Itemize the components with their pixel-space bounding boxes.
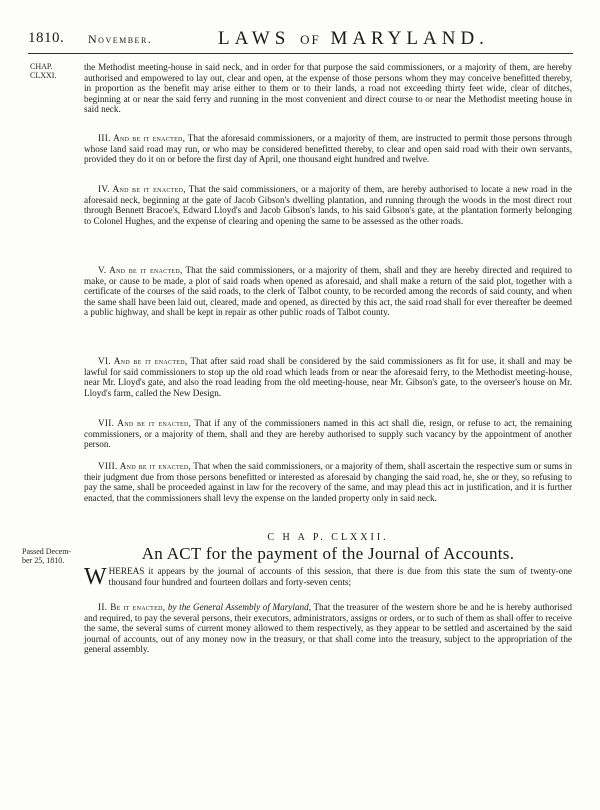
- chapter-heading: C H A P. CLXXII.: [267, 532, 389, 543]
- section-ii: [84, 602, 572, 655]
- header-title-laws: LAWS: [218, 28, 291, 49]
- header-title-maryland: MARYLAND.: [330, 28, 489, 49]
- section-v-text: That the said commissioners, or a majority of them, shall and they are hereby directed and required to make, or cause to be made, a plot of said roads when opened as aforesaid, and shall make a return of the said plot, together with a certificate of the courses of the said roads, to the clerk of Talbot county, to be recorded among the records of said county, and when the same shall have been laid out, cleared, made and opened, as directed by this act, the said road shall for ever thereafter be deemed a public highway, and shall be kept in repair as other public roads of Talbot county.: [84, 265, 573, 318]
- margin-chap-label: CHAP.: [30, 62, 53, 71]
- dropcap-letter: W: [84, 564, 107, 590]
- page-header: [28, 30, 573, 50]
- margin-chap-number: CLXXI.: [30, 71, 57, 80]
- header-rule: [28, 53, 573, 54]
- section-vi-lead: VI. And be it enacted,: [98, 356, 188, 366]
- header-month: November.: [88, 32, 153, 46]
- header-title-of: OF: [300, 32, 321, 47]
- section-v: [84, 265, 572, 318]
- passed-date-line2: ber 25, 1810.: [22, 556, 65, 565]
- header-year: 1810.: [28, 30, 65, 46]
- section-ii-text: That the treasurer of the western shore be and he is hereby authorised and required, to pay the several persons, their executors, administrators, assigns or orders, or to such of them as shall offer to receive the same, the several sums of current money allowed to them respectively, as they appear to be settled and ascertained by the said journal of accounts, out of any money now in the treasury, or that shall come into the treasury, subject to the appropriation of the general assembly.: [84, 602, 572, 655]
- section-vii-lead: VII. And be it enacted,: [98, 418, 192, 428]
- section-v-lead: V. And be it enacted,: [98, 265, 183, 275]
- section-iv: [84, 184, 572, 226]
- margin-note-passed: [22, 547, 80, 565]
- section-viii-text: That when the said commissioners, or a majority of them, shall ascertain the respective sum or sums in their judgment due from those persons benefitted or interested as aforesaid by changing the said road, he, she or they, so refusing to pay the same, shall be proceeded against in law for the recovery of the same, and may plead this act in justification, and it is further enacted, that the commissioners shall levy the expense on the landed property only in said neck.: [84, 461, 572, 503]
- preamble-text: HEREAS it appears by the journal of accounts of this session, that there is due from this state the sum of twenty-one thousand four hundred and fourteen dollars and forty-seven cents;: [108, 566, 572, 587]
- margin-note-chapter: [30, 62, 70, 80]
- section-ii-lead: II. Be it enacted,: [98, 602, 166, 612]
- section-iii-lead: III. And be it enacted,: [98, 133, 186, 143]
- preamble: [84, 564, 572, 590]
- section-vi: [84, 356, 572, 398]
- section-iv-text: That the said commissioners, or a majority of them, are hereby authorised to locate a new road in the aforesaid neck, beginning at the gate of Jacob Gibson's dwelling plantation, and running through the woods in the most direct rout through Bennett Bracoe's, Edward Lloyd's and Jacob Gibson's lands, to his said Gibson's gate, at the plantation formerly belonging to Colonel Hughes, and the expense of clearing and opening the same to be assessed as the other roads.: [84, 184, 573, 226]
- paragraph-continuation: the Methodist meeting-house in said neck, and in order for that purpose the said commissioners, or a majority of them, are hereby authorised and empowered to lay out, clear and open, at the expense of those persons whom they may conceive benefitted thereby, in proportion as the benefit may arise either to them or to their lands, a road not exceeding thirty feet wide, clear of ditches, beginning at or near the said ferry and running in the most convenient and direct course to or near the Methodist meeting house in said neck.: [84, 62, 572, 115]
- header-title: [218, 28, 489, 50]
- section-vii: [84, 418, 572, 450]
- section-iii: [84, 133, 572, 165]
- section-viii: [84, 461, 572, 503]
- passed-date-line1: Passed Decem-: [22, 547, 72, 556]
- section-iv-lead: IV. And be it enacted,: [98, 184, 186, 194]
- section-vi-text: That after said road shall be considered by the said commissioners as fit for use, it shall and may be lawful for said commissioners to stop up the old road which leads from or near the aforesaid ferry, to the Methodist meeting-house, near Mr. Lloyd's gate, and also the road leading from the old meeting-house, near Mr. Gibson's gate, to the overseer's house on Mr. Lloyd's farm, called the New Design.: [84, 356, 572, 398]
- section-iii-text: That the aforesaid commissioners, or a majority of them, are instructed to permit those persons through whose land said road may run, or who may be considered benefitted thereby, to clear and open said road with their own servants, provided they do it on or before the first day of April, one thousand eight hundred and twelve.: [84, 133, 572, 165]
- section-ii-lead-italic: by the General Assembly of Maryland,: [165, 602, 312, 612]
- act-title: An ACT for the payment of the Journal of Accounts.: [141, 544, 515, 563]
- section-viii-lead: VIII. And be it enacted,: [98, 461, 192, 471]
- section-vii-text: That if any of the commissioners named in this act shall die, resign, or refuse to act, the remaining commissioners, or a majority of them, shall and they are hereby authorised to supply such vacancy by the appointment of another person.: [84, 418, 572, 450]
